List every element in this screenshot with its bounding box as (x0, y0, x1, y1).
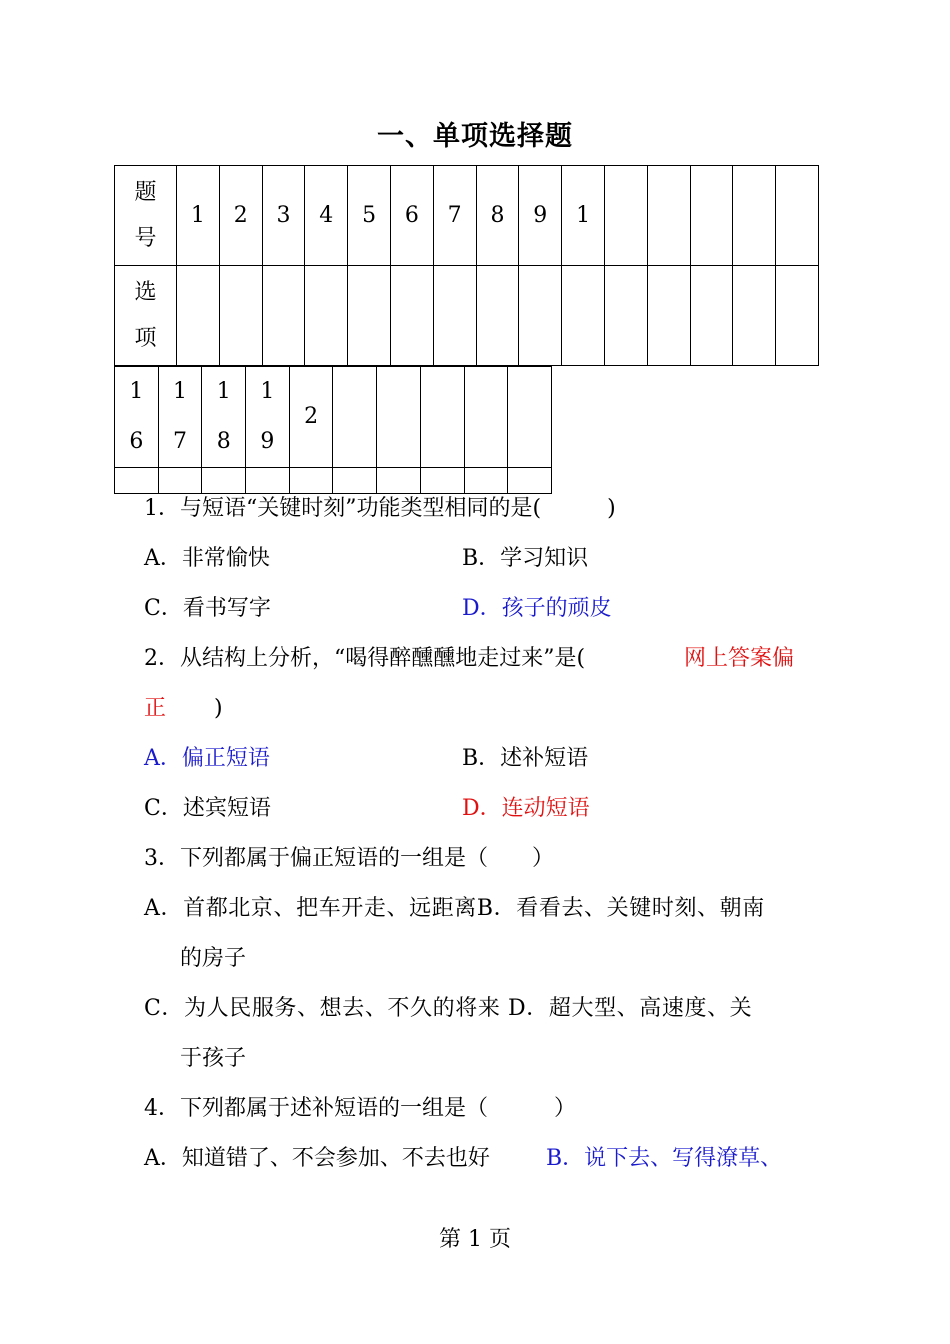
question-number-cell: 7 (433, 166, 476, 266)
question-number-digit: 6 (129, 429, 144, 454)
q3-options-cd-line2: 于孩子 (180, 1046, 247, 1071)
answer-cell (464, 468, 508, 494)
q1-option-b: B．学习知识 (462, 546, 589, 571)
question-number-cell: 6 (390, 166, 433, 266)
question-number-cell (115, 367, 159, 468)
question-number-cell (733, 166, 776, 266)
section-title: 一、单项选择题 (377, 121, 573, 152)
q2-option-d: D．连动短语 (462, 796, 590, 821)
question-number-cell: 1 (177, 166, 220, 266)
answer-cell (202, 468, 246, 494)
answer-cell (733, 266, 776, 366)
q4-option-a: A．知道错了、不会参加、不去也好 (144, 1146, 490, 1171)
answer-cell (177, 266, 220, 366)
answer-cell (519, 266, 562, 366)
question-number-cell (333, 367, 377, 468)
question-number-cell (508, 367, 552, 468)
question-number-cell: 5 (348, 166, 391, 266)
answer-cell (305, 266, 348, 366)
q3-options-ab-line2: 的房子 (180, 946, 247, 971)
answer-cell (348, 266, 391, 366)
q3-options-cd-line1: C．为人民服务、想去、不久的将来 D．超大型、高速度、关 (144, 996, 753, 1021)
answer-table-2 (114, 366, 552, 494)
answer-cell (420, 468, 464, 494)
q2-option-b: B．述补短语 (462, 746, 589, 771)
answer-cell (690, 266, 733, 366)
answer-cell (262, 266, 305, 366)
q2-stem: 2．从结构上分析，“喝得醉醺醺地走过来”是( (144, 646, 586, 671)
header-label-line1: 题 (134, 179, 157, 205)
question-number-digit: 2 (304, 404, 319, 429)
answer-cell (604, 266, 647, 366)
question-number-cell (420, 367, 464, 468)
answer-cell (647, 266, 690, 366)
answer-cell (390, 266, 433, 366)
question-number-cell (158, 367, 202, 468)
question-number-cell (647, 166, 690, 266)
question-number-cell (289, 367, 333, 468)
answer-table-1 (114, 165, 819, 366)
question-number-digit: 9 (260, 429, 275, 454)
q2-option-a: A．偏正短语 (144, 746, 270, 771)
answer-cell (246, 468, 290, 494)
question-number-digit: 7 (173, 429, 188, 454)
question-number-cell: 2 (219, 166, 262, 266)
answer-label-cell (115, 266, 177, 366)
answer-label-line2: 项 (134, 325, 157, 351)
question-number-cell (776, 166, 819, 266)
header-label-cell (115, 166, 177, 266)
question-number-digit: 1 (216, 379, 231, 404)
q3-options-ab-line1: A．首都北京、把车开走、远距离B．看看去、关键时刻、朝南 (144, 896, 765, 921)
answer-cell (158, 468, 202, 494)
question-number-digit: 1 (173, 379, 188, 404)
answer-cell (333, 468, 377, 494)
q2-note-line2: 正 (144, 696, 167, 721)
answer-cell (115, 468, 159, 494)
answer-cell (433, 266, 476, 366)
question-number-cell: 8 (476, 166, 519, 266)
q4-stem: 4．下列都属于述补短语的一组是（ ） (144, 1096, 576, 1121)
q2-option-c: C．述宾短语 (144, 796, 271, 821)
q1-option-a: A．非常愉快 (144, 546, 270, 571)
answer-cell (508, 468, 552, 494)
question-number-cell (690, 166, 733, 266)
q2-stem-end: ) (214, 696, 223, 721)
q3-stem: 3．下列都属于偏正短语的一组是（ ） (144, 846, 554, 871)
question-number-cell: 9 (519, 166, 562, 266)
question-number-cell (604, 166, 647, 266)
question-number-cell (202, 367, 246, 468)
page-footer: 第 1 页 (439, 1227, 511, 1252)
answer-cell (289, 468, 333, 494)
question-number-digit: 8 (216, 429, 231, 454)
question-number-cell: 3 (262, 166, 305, 266)
answer-cell (562, 266, 605, 366)
answer-cell (776, 266, 819, 366)
q1-stem: 1．与短语“关键时刻”功能类型相同的是( ) (144, 496, 616, 521)
question-number-cell (464, 367, 508, 468)
header-label-line2: 号 (134, 225, 157, 251)
question-number-digit: 1 (129, 379, 144, 404)
answer-cell (476, 266, 519, 366)
question-number-cell: 1 (562, 166, 605, 266)
answer-label-line1: 选 (134, 279, 157, 305)
answer-cell (377, 468, 421, 494)
q4-option-b: B．说下去、写得潦草、 (546, 1146, 783, 1171)
q2-note-line1: 网上答案偏 (684, 646, 795, 671)
answer-cell (219, 266, 262, 366)
question-number-cell (246, 367, 290, 468)
question-number-cell: 4 (305, 166, 348, 266)
question-number-digit: 1 (260, 379, 275, 404)
question-number-cell (377, 367, 421, 468)
q1-option-d: D．孩子的顽皮 (462, 596, 612, 621)
q1-option-c: C．看书写字 (144, 596, 271, 621)
